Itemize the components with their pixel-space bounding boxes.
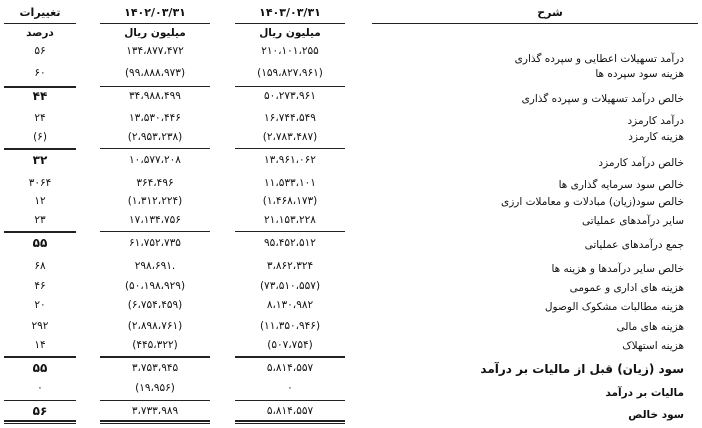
row-change: (۶) [33,131,47,143]
row-change: ۱۲ [34,195,46,207]
row-change: ۰ [37,382,43,394]
row-current: ۸،۱۳۰،۹۸۲ [266,299,314,311]
row-current: ۲۱۰،۱۰۱،۲۵۵ [261,45,319,57]
row-current: ۵،۸۱۴،۵۵۷ [266,405,314,417]
row-current: ۱۶،۷۴۴،۵۴۹ [264,112,316,124]
row-label: خالص درآمد تسهیلات و سپرده گذاری [521,93,684,105]
header-previous-period: ۱۴۰۲/۰۳/۳۱ [124,6,186,19]
row-label: جمع درآمدهای عملیاتی [584,239,684,251]
row-label: هزینه مطالبات مشکوک الوصول [544,301,684,313]
row-previous: ۳،۷۵۳،۹۴۵ [131,362,179,374]
row-current: ۱۳،۹۶۱،۰۶۲ [264,154,316,166]
row-label: هزینه استهلاک [622,340,684,352]
row-current: (۱۱،۳۵۰،۹۴۶) [259,320,321,332]
row-change: ۲۴ [34,112,46,124]
row-previous: ۳۴،۹۸۸،۴۹۹ [129,90,181,102]
row-previous: (۶،۷۵۴،۴۵۹) [127,299,183,311]
row-label: سود (زیان) قبل از مالیات بر درآمد [480,362,684,376]
row-label: هزینه های اداری و عمومی [569,282,684,294]
row-change: ۵۵ [32,236,48,250]
row-change: ۵۵ [32,361,48,375]
row-change: ۲۹۲ [31,320,49,332]
row-previous: ۱۷،۱۳۴،۷۵۶ [129,214,181,226]
row-change: ۴۴ [32,89,48,103]
row-current: ۹۵،۴۵۲،۵۱۲ [264,237,316,249]
row-label: مالیات بر درآمد [605,387,684,399]
row-current: (۱۵۹،۸۲۷،۹۶۱) [257,67,323,79]
row-current: (۱،۴۶۸،۱۷۳) [262,195,318,207]
row-previous: ۳۶۴،۴۹۶ [136,177,174,189]
unit-current: میلیون ریال [259,27,321,39]
row-previous: ۶۱،۷۵۲،۷۳۵ [129,237,181,249]
row-current: ۵۰،۲۷۳،۹۶۱ [264,90,316,102]
row-label: هزینه سود سپرده ها [595,68,684,80]
row-change: ۱۴ [34,339,46,351]
row-previous: (۵۰،۱۹۸،۹۲۹) [124,280,186,292]
row-previous: (۱۹،۹۵۶) [135,382,175,394]
row-previous: ۱۳۴،۸۷۷،۴۷۲ [126,45,184,57]
row-label: درآمد کارمزد [627,115,684,127]
row-current: (۲،۷۸۳،۴۸۷) [262,131,318,143]
row-change: ۲۳ [34,214,46,226]
row-label: خالص سود سرمایه گذاری ها [558,179,684,191]
row-change: ۳۲ [32,153,48,167]
row-change: ۵۶ [32,404,48,418]
row-change: ۵۶ [34,45,46,57]
row-current: ۱۱،۵۳۳،۱۰۱ [264,177,316,189]
unit-previous: میلیون ریال [124,27,186,39]
row-previous: (۴۴۵،۳۲۲) [132,339,178,351]
row-previous: ۲۹۸،۶۹۱. [134,260,176,272]
row-label: خالص سایر درآمدها و هزینه ها [551,263,684,275]
row-change: ۶۸ [34,260,46,272]
header-description: شرح [537,6,563,19]
row-label: هزینه های مالی [616,321,684,333]
row-current: ۵،۸۱۴،۵۵۷ [266,362,314,374]
header-change: تغییرات [19,6,61,19]
row-label: خالص درآمد کارمزد [598,157,684,169]
row-previous: (۹۹،۸۸۸،۹۷۳) [124,67,186,79]
row-label: سود خالص [628,409,684,421]
row-previous: ۱۰،۵۷۷،۲۰۸ [129,154,181,166]
row-label: هزینه کارمزد [628,131,684,143]
row-previous: ۳،۷۳۳،۹۸۹ [131,405,179,417]
row-previous: (۲،۸۹۸،۷۶۱) [127,320,183,332]
row-change: ۶۰ [34,67,46,79]
row-current: ۲۱،۱۵۳،۲۲۸ [264,214,316,226]
row-current: ۳،۸۶۲،۳۲۴ [266,260,314,272]
row-label: درآمد تسهیلات اعطایی و سپرده گذاری [514,53,684,65]
unit-change: درصد [26,27,54,39]
row-change: ۴۶ [34,280,46,292]
row-change: ۳۰۶۴ [28,177,52,189]
row-previous: ۱۳،۵۳۰،۴۴۶ [129,112,181,124]
row-previous: (۱،۳۱۲،۲۲۴) [127,195,183,207]
header-current-period: ۱۴۰۳/۰۳/۳۱ [259,6,321,19]
row-label: سایر درآمدهای عملیاتی [582,215,684,227]
row-current: (۵۰۷،۷۵۴) [267,339,313,351]
row-current: ۰ [287,382,293,394]
row-previous: (۲،۹۵۳،۲۳۸) [127,131,183,143]
row-change: ۲۰ [34,299,46,311]
row-label: خالص سود(زیان) مبادلات و معاملات ارزی [501,196,684,208]
row-current: (۷۳،۵۱۰،۵۵۷) [259,280,321,292]
